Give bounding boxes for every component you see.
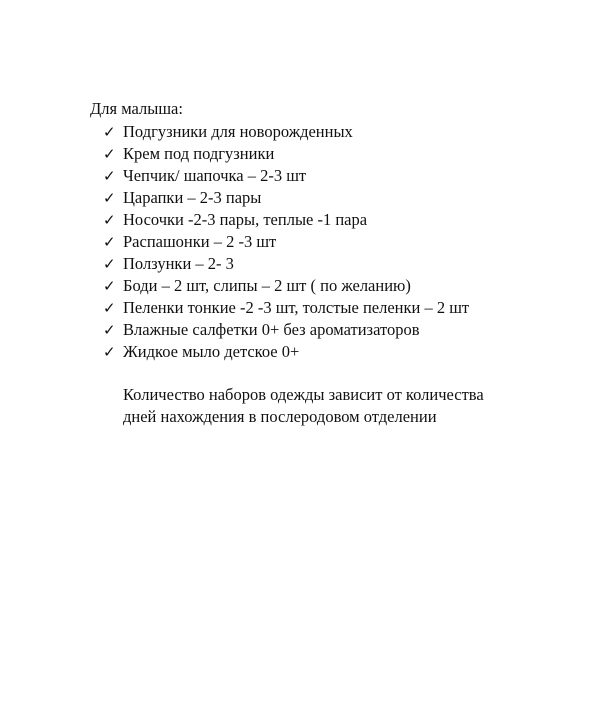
note-line: дней нахождения в послеродовом отделении <box>123 407 437 426</box>
list-item-text: Влажные салфетки 0+ без ароматизаторов <box>123 320 420 339</box>
list-item-text: Пеленки тонкие -2 -3 шт, толстые пеленки – 2 шт <box>123 298 470 317</box>
list-item <box>103 341 469 363</box>
list-item-text: Носочки -2-3 пары, теплые -1 пара <box>123 210 368 229</box>
list-item <box>103 165 469 187</box>
checkmark-icon: ✓ <box>103 145 116 163</box>
checkmark-icon: ✓ <box>103 189 116 207</box>
checkmark-icon: ✓ <box>103 233 116 251</box>
note-paragraph <box>123 384 563 428</box>
list-item-text: Боди – 2 шт, слипы – 2 шт ( по желанию) <box>123 276 411 295</box>
checkmark-icon: ✓ <box>103 167 116 185</box>
checkmark-icon: ✓ <box>103 255 116 273</box>
list-item <box>103 121 469 143</box>
list-item-text: Крем под подгузники <box>123 144 275 163</box>
checkmark-icon: ✓ <box>103 321 116 339</box>
list-item <box>103 319 469 341</box>
checkmark-icon: ✓ <box>103 123 116 141</box>
checkmark-icon: ✓ <box>103 299 116 317</box>
checkmark-icon: ✓ <box>103 277 116 295</box>
checklist <box>103 121 469 363</box>
list-item <box>103 143 469 165</box>
list-item-text: Царапки – 2-3 пары <box>123 188 262 207</box>
list-item <box>103 187 469 209</box>
note-line: Количество наборов одежды зависит от количества <box>123 385 484 404</box>
list-item <box>103 275 469 297</box>
list-item <box>103 253 469 275</box>
list-item-text: Ползунки – 2- 3 <box>123 254 234 273</box>
list-item <box>103 231 469 253</box>
list-item <box>103 209 469 231</box>
section-heading: Для малыша: <box>90 99 183 118</box>
list-item-text: Чепчик/ шапочка – 2-3 шт <box>123 166 307 185</box>
checkmark-icon: ✓ <box>103 211 116 229</box>
checkmark-icon: ✓ <box>103 343 116 361</box>
list-item <box>103 297 469 319</box>
list-item-text: Подгузники для новорожденных <box>123 122 353 141</box>
list-item-text: Жидкое мыло детское 0+ <box>123 342 300 361</box>
list-item-text: Распашонки – 2 -3 шт <box>123 232 277 251</box>
